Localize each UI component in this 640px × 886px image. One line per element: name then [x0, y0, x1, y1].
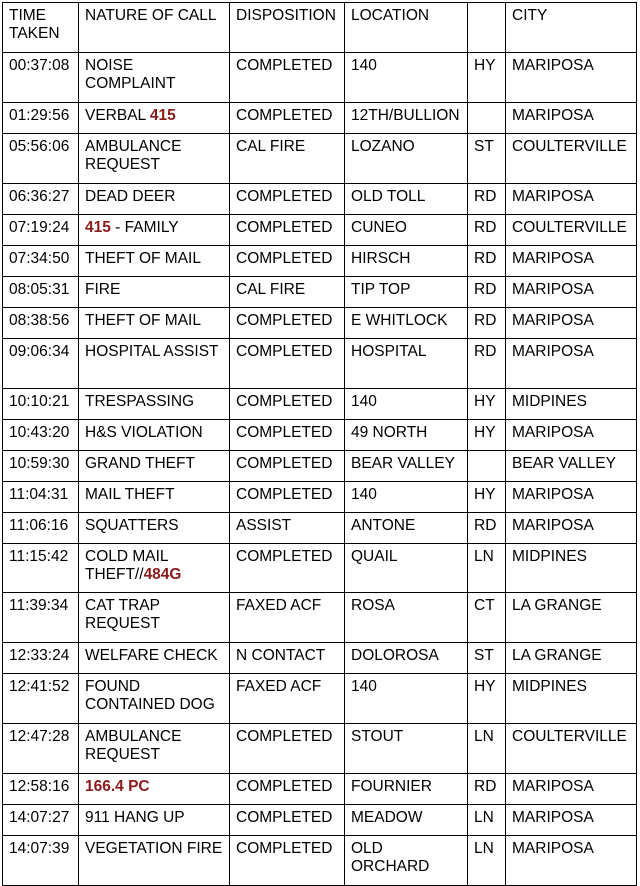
cell-time: 11:39:34: [3, 593, 79, 643]
cell-time: 12:58:16: [3, 774, 79, 805]
nature-text: AMBULANCE REQUEST: [85, 728, 182, 763]
cell-location: HOSPITAL: [345, 339, 468, 389]
table-row: [3, 389, 637, 420]
cell-city: MARIPOSA: [506, 103, 637, 134]
cell-nature: [79, 277, 230, 308]
table-row: [3, 674, 637, 724]
cell-city: MARIPOSA: [506, 420, 637, 451]
nature-text: NOISE COMPLAINT: [85, 57, 176, 92]
nature-text: HOSPITAL ASSIST: [85, 343, 219, 360]
cell-city: LA GRANGE: [506, 643, 637, 674]
cell-disposition: COMPLETED: [230, 420, 345, 451]
cell-nature: [79, 482, 230, 513]
header-time-taken: TIME TAKEN: [3, 3, 79, 53]
nature-text: GRAND THEFT: [85, 455, 195, 472]
cell-nature: [79, 308, 230, 339]
cell-disposition: COMPLETED: [230, 774, 345, 805]
nature-text: SQUATTERS: [85, 517, 179, 534]
table-row: [3, 53, 637, 103]
cell-city: MARIPOSA: [506, 339, 637, 389]
cell-location: BEAR VALLEY: [345, 451, 468, 482]
cell-street-suffix: RD: [468, 246, 506, 277]
cell-disposition: COMPLETED: [230, 482, 345, 513]
table-row: [3, 836, 637, 886]
cell-city: LA GRANGE: [506, 593, 637, 643]
cell-disposition: CAL FIRE: [230, 277, 345, 308]
cell-time: 14:07:39: [3, 836, 79, 886]
cell-city: MIDPINES: [506, 544, 637, 593]
cell-nature: [79, 544, 230, 593]
cell-disposition: COMPLETED: [230, 339, 345, 389]
cell-street-suffix: RD: [468, 308, 506, 339]
nature-text: MAIL THEFT: [85, 486, 175, 503]
cell-time: 10:59:30: [3, 451, 79, 482]
cell-disposition: COMPLETED: [230, 544, 345, 593]
cell-nature: [79, 643, 230, 674]
cell-location: MEADOW: [345, 805, 468, 836]
cell-location: 12TH/BULLION: [345, 103, 468, 134]
table-row: [3, 482, 637, 513]
cell-street-suffix: ST: [468, 134, 506, 184]
cell-street-suffix: HY: [468, 420, 506, 451]
cell-street-suffix: [468, 103, 506, 134]
cell-time: 14:07:27: [3, 805, 79, 836]
cell-location: 49 NORTH: [345, 420, 468, 451]
cell-street-suffix: CT: [468, 593, 506, 643]
table-row: [3, 724, 637, 774]
cell-location: 140: [345, 53, 468, 103]
cell-nature: [79, 184, 230, 215]
cell-time: 10:43:20: [3, 420, 79, 451]
cell-street-suffix: RD: [468, 277, 506, 308]
cell-nature: [79, 420, 230, 451]
cell-nature: [79, 593, 230, 643]
cell-street-suffix: HY: [468, 482, 506, 513]
cell-street-suffix: LN: [468, 836, 506, 886]
cell-time: 12:33:24: [3, 643, 79, 674]
cell-time: 07:34:50: [3, 246, 79, 277]
nature-text: TRESPASSING: [85, 393, 195, 410]
cell-location: 140: [345, 674, 468, 724]
cell-nature: [79, 103, 230, 134]
cell-location: E WHITLOCK: [345, 308, 468, 339]
cell-disposition: FAXED ACF: [230, 674, 345, 724]
cell-city: MIDPINES: [506, 389, 637, 420]
cell-location: DOLOROSA: [345, 643, 468, 674]
cell-location: TIP TOP: [345, 277, 468, 308]
header-location: LOCATION: [345, 3, 468, 53]
table-row: [3, 420, 637, 451]
cell-street-suffix: LN: [468, 724, 506, 774]
table-row: [3, 451, 637, 482]
header-disposition: DISPOSITION: [230, 3, 345, 53]
table-row: [3, 103, 637, 134]
cell-nature: [79, 513, 230, 544]
nature-code-highlight: 484G: [143, 566, 182, 583]
cell-time: 11:06:16: [3, 513, 79, 544]
table-row: [3, 184, 637, 215]
table-row: [3, 544, 637, 593]
cell-location: FOURNIER: [345, 774, 468, 805]
cell-time: 08:38:56: [3, 308, 79, 339]
nature-text: FIRE: [85, 281, 121, 298]
cell-street-suffix: LN: [468, 805, 506, 836]
nature-text: THEFT OF MAIL: [85, 312, 201, 329]
cell-time: 00:37:08: [3, 53, 79, 103]
cell-location: QUAIL: [345, 544, 468, 593]
cell-location: OLD TOLL: [345, 184, 468, 215]
nature-text: AMBULANCE REQUEST: [85, 138, 182, 173]
header-suffix: [468, 3, 506, 53]
cell-disposition: COMPLETED: [230, 805, 345, 836]
nature-code-highlight: 415: [149, 107, 176, 124]
table-row: [3, 643, 637, 674]
cell-disposition: FAXED ACF: [230, 593, 345, 643]
cell-street-suffix: [468, 451, 506, 482]
cell-disposition: CAL FIRE: [230, 134, 345, 184]
cell-location: LOZANO: [345, 134, 468, 184]
cell-location: ROSA: [345, 593, 468, 643]
cell-location: HIRSCH: [345, 246, 468, 277]
cell-city: MARIPOSA: [506, 246, 637, 277]
cell-street-suffix: HY: [468, 389, 506, 420]
call-log-table: [2, 2, 637, 886]
cell-time: 09:06:34: [3, 339, 79, 389]
cell-street-suffix: RD: [468, 339, 506, 389]
nature-text: CAT TRAP REQUEST: [85, 597, 160, 632]
cell-nature: [79, 215, 230, 246]
cell-city: MARIPOSA: [506, 774, 637, 805]
cell-disposition: COMPLETED: [230, 451, 345, 482]
cell-disposition: N CONTACT: [230, 643, 345, 674]
cell-city: MIDPINES: [506, 674, 637, 724]
cell-city: MARIPOSA: [506, 53, 637, 103]
cell-disposition: COMPLETED: [230, 308, 345, 339]
cell-nature: [79, 724, 230, 774]
cell-location: CUNEO: [345, 215, 468, 246]
cell-disposition: COMPLETED: [230, 103, 345, 134]
nature-code-highlight: 415: [85, 219, 111, 236]
nature-text: COLD MAIL THEFT//: [85, 548, 168, 583]
table-row: [3, 246, 637, 277]
cell-disposition: COMPLETED: [230, 53, 345, 103]
cell-time: 06:36:27: [3, 184, 79, 215]
cell-nature: [79, 134, 230, 184]
cell-nature: [79, 389, 230, 420]
cell-street-suffix: LN: [468, 544, 506, 593]
cell-time: 01:29:56: [3, 103, 79, 134]
nature-text-suffix: - FAMILY: [110, 219, 179, 236]
cell-disposition: COMPLETED: [230, 246, 345, 277]
cell-time: 08:05:31: [3, 277, 79, 308]
cell-time: 07:19:24: [3, 215, 79, 246]
cell-nature: [79, 836, 230, 886]
cell-street-suffix: HY: [468, 53, 506, 103]
cell-city: COULTERVILLE: [506, 134, 637, 184]
cell-disposition: COMPLETED: [230, 724, 345, 774]
nature-text: THEFT OF MAIL: [85, 250, 201, 267]
cell-city: MARIPOSA: [506, 805, 637, 836]
table-row: [3, 774, 637, 805]
cell-street-suffix: RD: [468, 774, 506, 805]
table-row: [3, 277, 637, 308]
cell-nature: [79, 451, 230, 482]
cell-city: MARIPOSA: [506, 482, 637, 513]
table-row: [3, 339, 637, 389]
cell-city: MARIPOSA: [506, 184, 637, 215]
table-row: [3, 805, 637, 836]
table-row: [3, 308, 637, 339]
table-row: [3, 134, 637, 184]
cell-nature: [79, 674, 230, 724]
cell-time: 12:41:52: [3, 674, 79, 724]
cell-city: MARIPOSA: [506, 836, 637, 886]
cell-time: 12:47:28: [3, 724, 79, 774]
cell-location: STOUT: [345, 724, 468, 774]
nature-text: VEGETATION FIRE: [85, 840, 223, 857]
cell-time: 11:15:42: [3, 544, 79, 593]
cell-disposition: COMPLETED: [230, 836, 345, 886]
cell-street-suffix: HY: [468, 674, 506, 724]
cell-nature: [79, 774, 230, 805]
cell-time: 10:10:21: [3, 389, 79, 420]
header-city: CITY: [506, 3, 637, 53]
nature-text: FOUND CONTAINED DOG: [85, 678, 215, 713]
cell-nature: [79, 805, 230, 836]
cell-time: 05:56:06: [3, 134, 79, 184]
cell-city: MARIPOSA: [506, 277, 637, 308]
cell-location: 140: [345, 482, 468, 513]
nature-text: 911 HANG UP: [85, 809, 185, 826]
cell-location: OLD ORCHARD: [345, 836, 468, 886]
cell-city: MARIPOSA: [506, 513, 637, 544]
cell-city: BEAR VALLEY: [506, 451, 637, 482]
cell-disposition: COMPLETED: [230, 389, 345, 420]
nature-text: VERBAL: [85, 107, 150, 124]
table-row: [3, 513, 637, 544]
cell-street-suffix: RD: [468, 513, 506, 544]
cell-disposition: COMPLETED: [230, 215, 345, 246]
cell-nature: [79, 246, 230, 277]
cell-location: 140: [345, 389, 468, 420]
cell-location: ANTONE: [345, 513, 468, 544]
cell-disposition: ASSIST: [230, 513, 345, 544]
cell-nature: [79, 339, 230, 389]
table-row: [3, 593, 637, 643]
cell-city: COULTERVILLE: [506, 724, 637, 774]
cell-city: COULTERVILLE: [506, 215, 637, 246]
cell-nature: [79, 53, 230, 103]
cell-street-suffix: RD: [468, 184, 506, 215]
cell-city: MARIPOSA: [506, 308, 637, 339]
nature-text: H&S VIOLATION: [85, 424, 203, 441]
nature-code-highlight: 166.4 PC: [85, 778, 150, 795]
cell-disposition: COMPLETED: [230, 184, 345, 215]
nature-text: WELFARE CHECK: [85, 647, 218, 664]
table-row: [3, 215, 637, 246]
cell-street-suffix: RD: [468, 215, 506, 246]
header-nature-of-call: NATURE OF CALL: [79, 3, 230, 53]
cell-street-suffix: ST: [468, 643, 506, 674]
table-header-row: [3, 3, 637, 53]
nature-text: DEAD DEER: [85, 188, 176, 205]
cell-time: 11:04:31: [3, 482, 79, 513]
